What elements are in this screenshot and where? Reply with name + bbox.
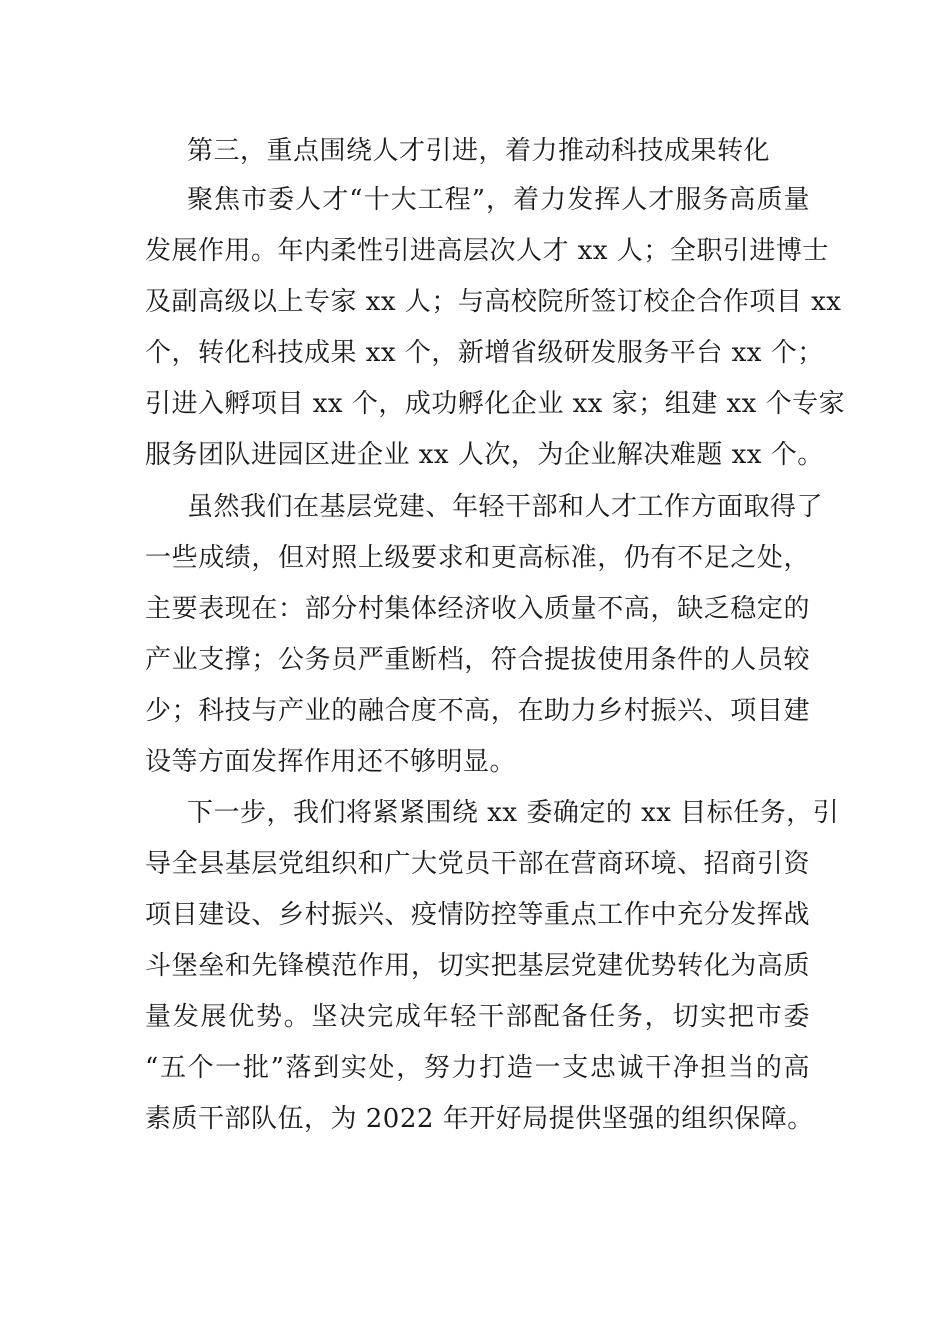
paragraph-line: 个，转化科技成果 xx 个，新增省级研发服务平台 xx 个； [145, 338, 824, 368]
paragraph-line: 少；科技与产业的融合度不高，在助力乡村振兴、项目建 [145, 696, 810, 726]
paragraph-line: 发展作用。年内柔性引进高层次人才 xx 人；全职引进博士 [145, 236, 829, 266]
paragraph-line: 主要表现在：部分村集体经济收入质量不高，缺乏稳定的 [145, 594, 810, 624]
paragraph-line: 及副高级以上专家 xx 人；与高校院所签订校企合作项目 xx [145, 287, 842, 317]
paragraph-line: 引进入孵项目 xx 个，成功孵化企业 xx 家；组建 xx 个专家 [145, 389, 846, 419]
paragraph-line: 项目建设、乡村振兴、疫情防控等重点工作中充分发挥战 [145, 900, 810, 930]
paragraph-line: 导全县基层党组织和广大党员干部在营商环境、招商引资 [145, 849, 810, 879]
paragraph-line: 服务团队进园区进企业 xx 人次，为企业解决难题 xx 个。 [145, 440, 824, 470]
paragraph-line: 聚焦市委人才“十大工程”，着力发挥人才服务高质量 [187, 185, 810, 215]
paragraph-line: 下一步，我们将紧紧围绕 xx 委确定的 xx 目标任务，引 [187, 798, 840, 828]
paragraph-line: “五个一批”落到实处，努力打造一支忠诚干净担当的高 [145, 1053, 810, 1083]
paragraph-line: 斗堡垒和先锋模范作用，切实把基层党建优势转化为高质 [145, 951, 810, 981]
paragraph-line: 设等方面发挥作用还不够明显。 [145, 747, 517, 777]
paragraph-line: 产业支撑；公务员严重断档，符合提拔使用条件的人员较 [145, 645, 810, 675]
heading-line: 第三，重点围绕人才引进，着力推动科技成果转化 [187, 136, 771, 166]
paragraph-line: 量发展优势。坚决完成年轻干部配备任务，切实把市委 [145, 1002, 810, 1032]
paragraph-line: 虽然我们在基层党建、年轻干部和人才工作方面取得了 [187, 492, 824, 522]
paragraph-line: 一些成绩，但对照上级要求和更高标准，仍有不足之处， [145, 543, 810, 573]
paragraph-line: 素质干部队伍，为 2022 年开好局提供坚强的组织保障。 [145, 1104, 814, 1134]
